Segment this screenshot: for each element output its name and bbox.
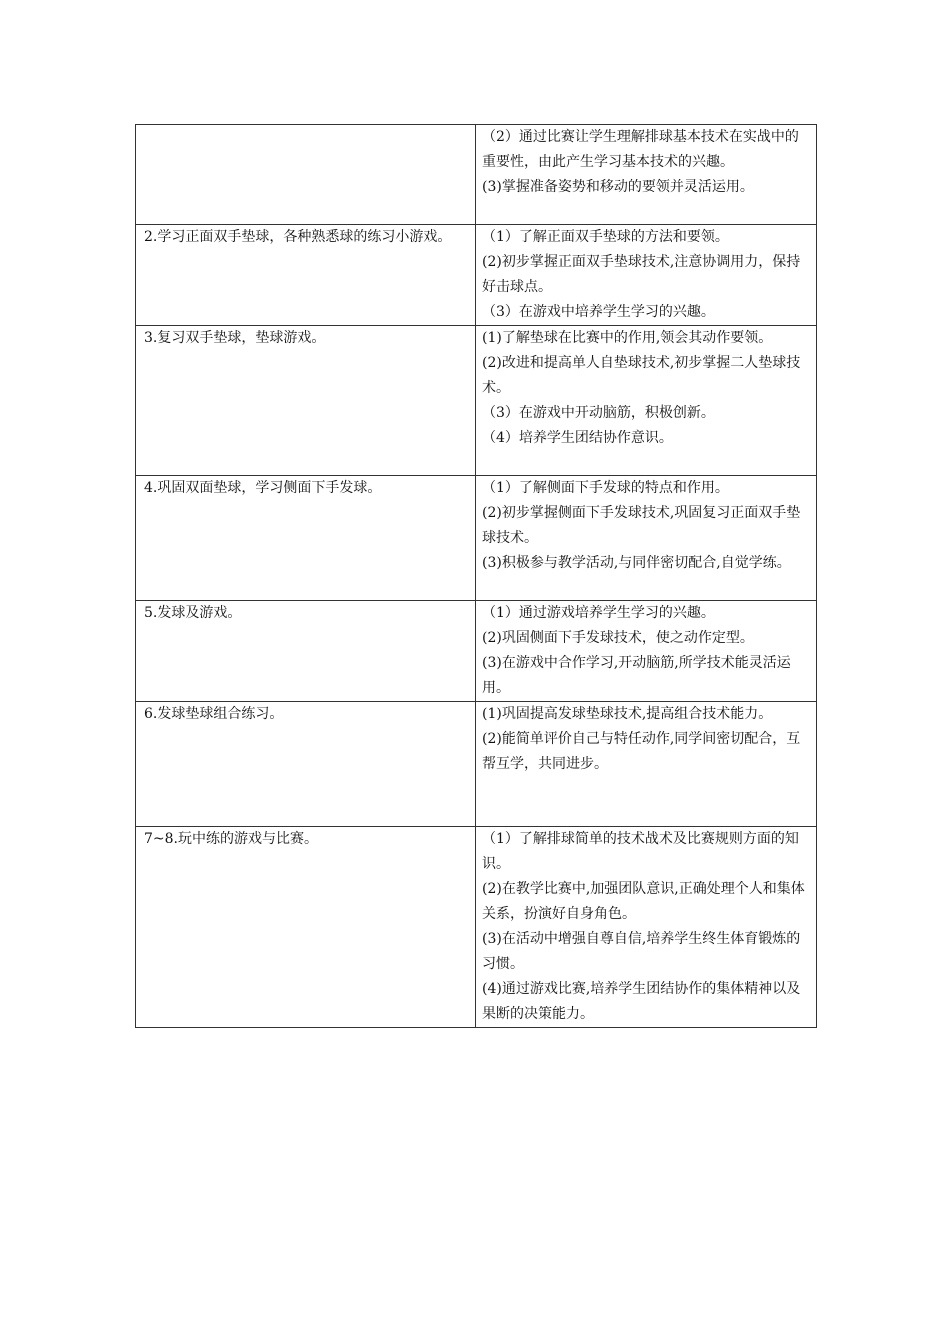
lesson-content-cell xyxy=(136,125,476,225)
table-row xyxy=(136,702,817,827)
goal-item: （4）培养学生团结协作意识。 xyxy=(482,430,673,446)
goal-item: (3)在游戏中合作学习,开动脑筋,所学技术能灵活运用。 xyxy=(482,655,791,696)
goal-item: (3)在活动中增强自尊自信,培养学生终生体育锻炼的习惯。 xyxy=(482,931,801,972)
lesson-goals-cell xyxy=(476,702,817,827)
lesson-goals-cell xyxy=(476,476,817,601)
goal-item: (1)巩固提高发球垫球技术,提高组合技术能力。 xyxy=(482,706,773,722)
lesson-content-text: 2.学习正面双手垫球，各种熟悉球的练习小游戏。 xyxy=(144,229,452,245)
lesson-goals-cell xyxy=(476,326,817,476)
lesson-content-text: 5.发球及游戏。 xyxy=(144,605,242,621)
goal-item: （3）在游戏中开动脑筋，积极创新。 xyxy=(482,405,715,421)
lesson-goals-cell xyxy=(476,225,817,326)
goal-item: (2)改进和提高单人自垫球技术,初步掌握二人垫球技术。 xyxy=(482,355,801,396)
table-row xyxy=(136,827,817,1028)
goal-item: （3）在游戏中培养学生学习的兴趣。 xyxy=(482,304,715,320)
lesson-content-cell xyxy=(136,225,476,326)
table-row xyxy=(136,225,817,326)
goal-item: （1）了解正面双手垫球的方法和要领。 xyxy=(482,229,729,245)
goal-item: (4)通过游戏比赛,培养学生团结协作的集体精神以及果断的决策能力。 xyxy=(482,981,801,1022)
lesson-plan-table xyxy=(135,124,817,1028)
lesson-content-cell xyxy=(136,326,476,476)
lesson-content-text: 4.巩固双面垫球，学习侧面下手发球。 xyxy=(144,480,382,496)
lesson-content-cell xyxy=(136,476,476,601)
table-row xyxy=(136,601,817,702)
goal-item: (2)巩固侧面下手发球技术，使之动作定型。 xyxy=(482,630,754,646)
lesson-content-text: 3.复习双手垫球，垫球游戏。 xyxy=(144,330,326,346)
goal-item: (3)掌握准备姿势和移动的要领并灵活运用。 xyxy=(482,179,754,195)
goal-item: (1)了解垫球在比赛中的作用,领会其动作要领。 xyxy=(482,330,773,346)
goal-item: (3)积极参与教学活动,与同伴密切配合,自觉学练。 xyxy=(482,555,791,571)
lesson-content-cell xyxy=(136,827,476,1028)
lesson-content-text: 6.发球垫球组合练习。 xyxy=(144,706,284,722)
goal-item: (2)初步掌握正面双手垫球技术,注意协调用力，保持好击球点。 xyxy=(482,254,801,295)
table-row xyxy=(136,125,817,225)
goal-item: （1）了解排球简单的技术战术及比赛规则方面的知识。 xyxy=(482,831,799,872)
goal-item: （2）通过比赛让学生理解排球基本技术在实战中的重要性，由此产生学习基本技术的兴趣。 xyxy=(482,129,799,170)
goal-item: (2)初步掌握侧面下手发球技术,巩固复习正面双手垫球技术。 xyxy=(482,505,801,546)
lesson-content-text: 7~8.玩中练的游戏与比赛。 xyxy=(144,831,318,847)
lesson-goals-cell xyxy=(476,601,817,702)
lesson-content-cell xyxy=(136,702,476,827)
goal-item: （1）通过游戏培养学生学习的兴趣。 xyxy=(482,605,715,621)
table-row xyxy=(136,476,817,601)
goal-item: (2)能简单评价自己与特任动作,同学间密切配合，互帮互学，共同进步。 xyxy=(482,731,801,772)
goal-item: （1）了解侧面下手发球的特点和作用。 xyxy=(482,480,729,496)
lesson-goals-cell xyxy=(476,125,817,225)
lesson-content-cell xyxy=(136,601,476,702)
table-row xyxy=(136,326,817,476)
lesson-goals-cell xyxy=(476,827,817,1028)
goal-item: (2)在教学比赛中,加强团队意识,正确处理个人和集体关系，扮演好自身角色。 xyxy=(482,881,805,922)
